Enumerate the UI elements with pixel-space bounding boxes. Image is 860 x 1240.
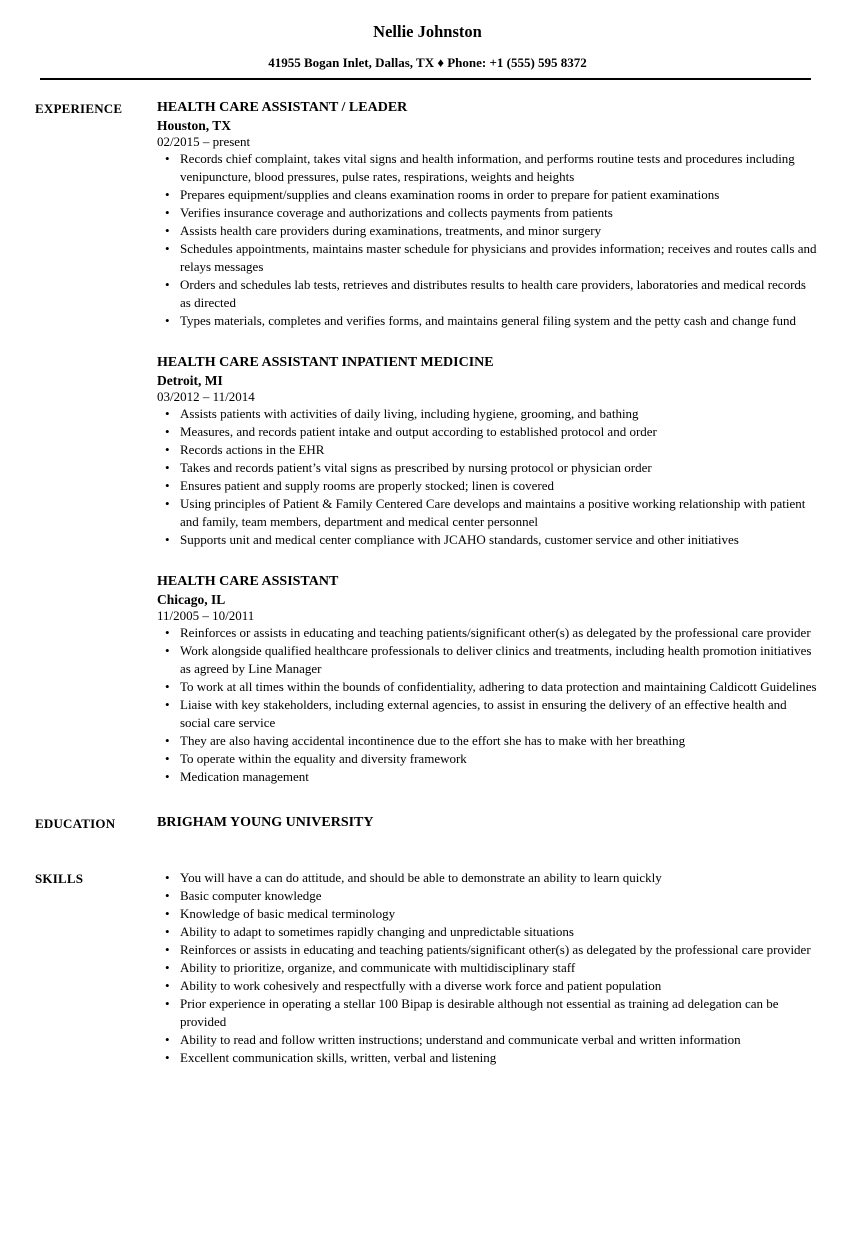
- job-dates: 11/2005 – 10/2011: [157, 608, 255, 623]
- section-label-education: EDUCATION: [35, 816, 116, 831]
- job-bullet: • Orders and schedules lab tests, retrieves and distributes results to health care providers, laboratories and medical records as directed: [157, 276, 820, 312]
- job-bullet: • Assists patients with activities of daily living, including hygiene, grooming, and bathing: [157, 405, 820, 423]
- skill-bullet: • Ability to work cohesively and respectfully with a diverse work force and patient population: [157, 977, 820, 995]
- section-label-experience: EXPERIENCE: [35, 101, 123, 116]
- job-title: HEALTH CARE ASSISTANT: [157, 574, 339, 589]
- skill-bullet: • Ability to read and follow written instructions; understand and communicate verbal and written information: [157, 1031, 820, 1049]
- job-bullet: • Takes and records patient’s vital signs as prescribed by nursing protocol or physician order: [157, 459, 820, 477]
- skill-bullet: • Reinforces or assists in educating and teaching patients/significant other(s) as delegated by the professional care provider: [157, 941, 820, 959]
- job-entry: [157, 354, 820, 549]
- skills-content: [157, 869, 820, 1067]
- header-divider: [40, 78, 811, 80]
- job-location: Detroit, MI: [157, 373, 223, 388]
- section-label-skills: SKILLS: [35, 871, 84, 886]
- resume-header: [35, 22, 820, 80]
- job-bullet: • Ensures patient and supply rooms are properly stocked; linen is covered: [157, 477, 820, 495]
- experience-section: [35, 99, 820, 786]
- school-name: BRIGHAM YOUNG UNIVERSITY: [157, 815, 374, 830]
- job-bullet: • Prepares equipment/supplies and cleans examination rooms in order to prepare for patient examinations: [157, 186, 820, 204]
- job-bullet: • Reinforces or assists in educating and teaching patients/significant other(s) as delegated by the professional care provider: [157, 624, 820, 642]
- skill-bullet: • Ability to adapt to sometimes rapidly changing and unpredictable situations: [157, 923, 820, 941]
- job-title: HEALTH CARE ASSISTANT / LEADER: [157, 100, 408, 115]
- education-section: [35, 814, 820, 833]
- job-bullet: • Work alongside qualified healthcare professionals to deliver clinics and treatments, including health promotion initiatives as agreed by Line Manager: [157, 642, 820, 678]
- job-dates: 02/2015 – present: [157, 134, 251, 149]
- job-bullet: • They are also having accidental incontinence due to the effort she has to make with her breathing: [157, 732, 820, 750]
- job-dates: 03/2012 – 11/2014: [157, 389, 255, 404]
- skill-bullet: • Ability to prioritize, organize, and communicate with multidisciplinary staff: [157, 959, 820, 977]
- job-entry: [157, 573, 820, 786]
- job-bullet: • Schedules appointments, maintains master schedule for physicians and provides information; receives and routes calls and relays messages: [157, 240, 820, 276]
- job-bullet: • Records chief complaint, takes vital signs and health information, and performs routine tests and procedures including venipuncture, blood pressures, pulse rates, respirations, weights and heights: [157, 150, 820, 186]
- job-bullet-list: [157, 624, 820, 786]
- experience-content: [157, 99, 820, 786]
- job-location: Houston, TX: [157, 118, 232, 133]
- job-bullet-list: [157, 150, 820, 330]
- job-bullet: • Verifies insurance coverage and authorizations and collects payments from patients: [157, 204, 820, 222]
- job-bullet: • Records actions in the EHR: [157, 441, 820, 459]
- job-bullet: • Liaise with key stakeholders, including external agencies, to assist in ensuring the delivery of an effective health and social care service: [157, 696, 820, 732]
- job-bullet: • Measures, and records patient intake and output according to established protocol and order: [157, 423, 820, 441]
- job-bullet: • Using principles of Patient & Family Centered Care develops and maintains a positive working relationship with patient and family, team members, department and medical center personnel: [157, 495, 820, 531]
- skill-bullet: • Knowledge of basic medical terminology: [157, 905, 820, 923]
- job-bullet: • Medication management: [157, 768, 820, 786]
- job-bullet: • To work at all times within the bounds of confidentiality, adhering to data protection and maintaining Caldicott Guidelines: [157, 678, 820, 696]
- education-content: [157, 814, 820, 832]
- job-bullet: • Types materials, completes and verifies forms, and maintains general filing system and the petty cash and change fund: [157, 312, 820, 330]
- job-bullet-list: [157, 405, 820, 549]
- job-location: Chicago, IL: [157, 592, 226, 607]
- contact-line: 41955 Bogan Inlet, Dallas, TX ♦ Phone: +1 (555) 595 8372: [268, 55, 587, 70]
- skills-bullet-list: [157, 869, 820, 1067]
- skills-section: [35, 869, 820, 1067]
- job-title: HEALTH CARE ASSISTANT INPATIENT MEDICINE: [157, 355, 494, 370]
- job-bullet: • To operate within the equality and diversity framework: [157, 750, 820, 768]
- skill-bullet: • Prior experience in operating a stellar 100 Bipap is desirable although not essential as training ad delegation can be provided: [157, 995, 820, 1031]
- job-entry: [157, 99, 820, 330]
- skill-bullet: • Excellent communication skills, written, verbal and listening: [157, 1049, 820, 1067]
- skill-bullet: • Basic computer knowledge: [157, 887, 820, 905]
- job-bullet: • Assists health care providers during examinations, treatments, and minor surgery: [157, 222, 820, 240]
- skill-bullet: • You will have a can do attitude, and should be able to demonstrate an ability to learn quickly: [157, 869, 820, 887]
- job-bullet: • Supports unit and medical center compliance with JCAHO standards, customer service and other initiatives: [157, 531, 820, 549]
- person-name: Nellie Johnston: [373, 22, 482, 41]
